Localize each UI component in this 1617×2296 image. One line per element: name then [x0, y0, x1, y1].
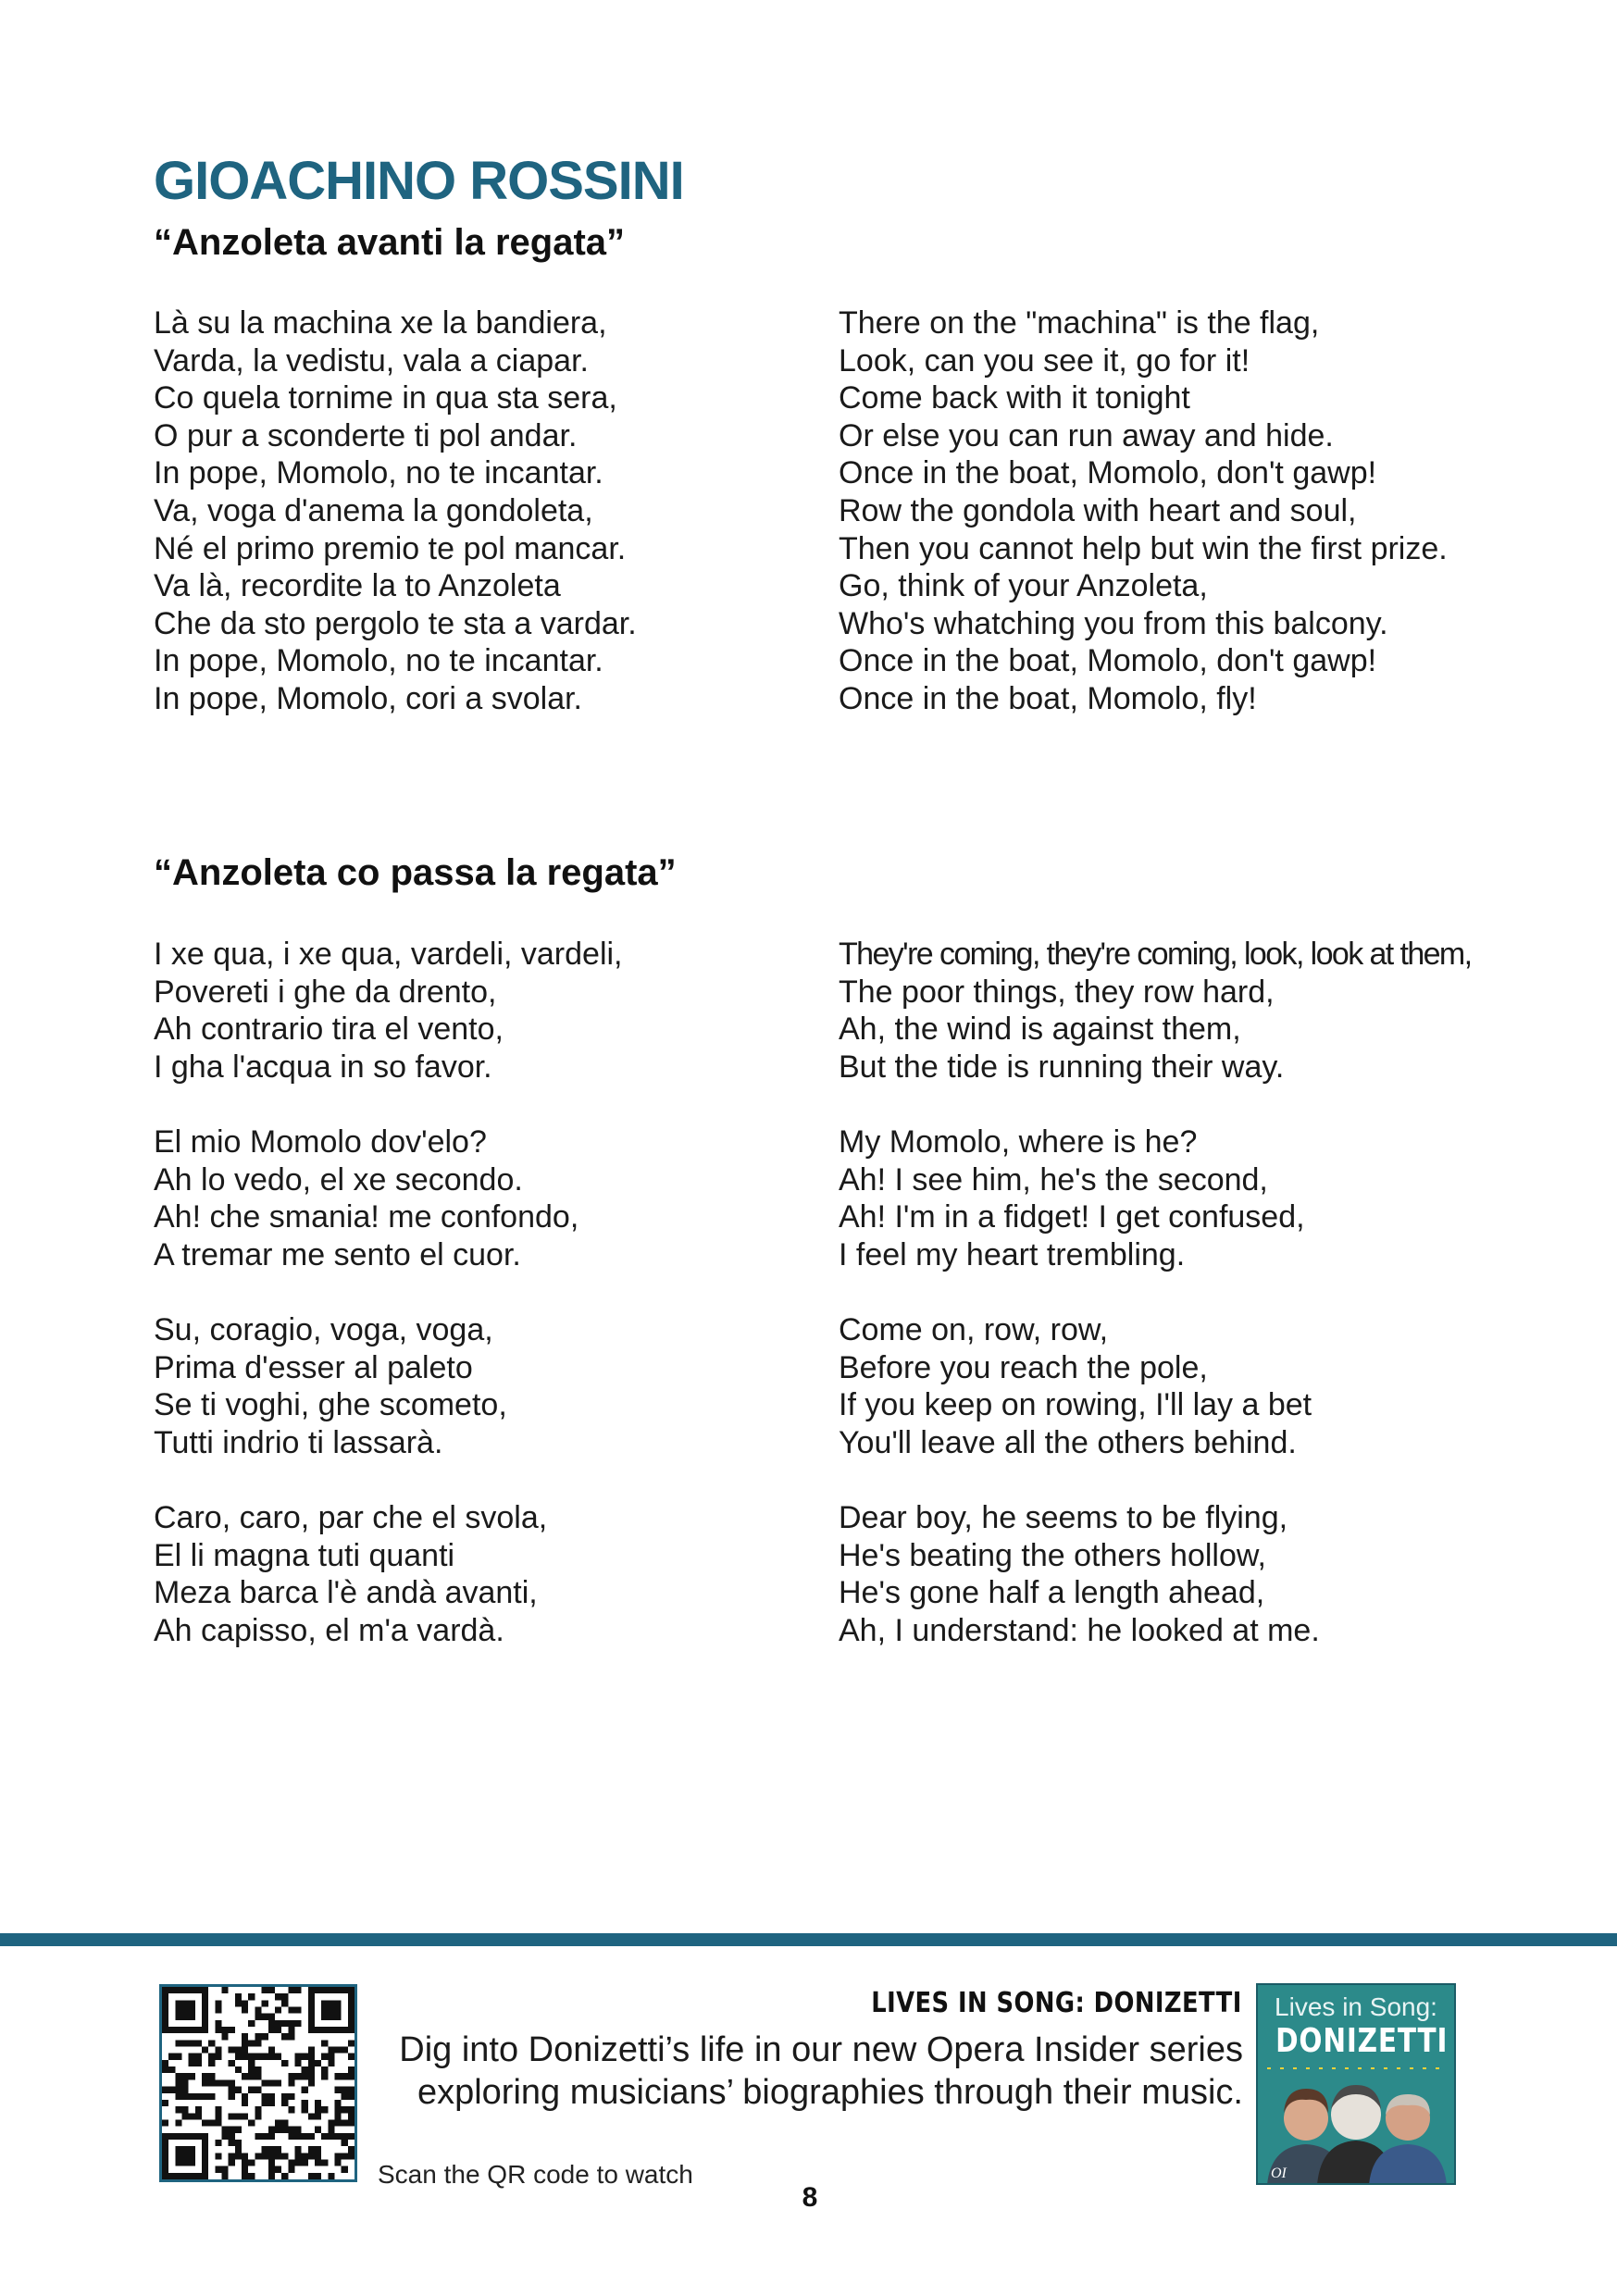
lyrics-original-2 [154, 936, 802, 1649]
lyric-line: Who's whatching you from this balcony. [839, 605, 1388, 641]
promo-text [336, 2029, 1243, 2114]
lyric-line: In pope, Momolo, cori a svolar. [154, 680, 583, 716]
lyric-line: Tutti indrio ti lassarà. [154, 1424, 443, 1460]
lyric-line: Once in the boat, Momolo, fly! [839, 680, 1257, 716]
lyric-line: Povereti i ghe da drento, [154, 974, 497, 1010]
lyric-line: Ah, I understand: he looked at me. [839, 1612, 1320, 1648]
lyric-line: Caro, caro, par che el svola, [154, 1499, 548, 1535]
lyric-line: I gha l'acqua in so favor. [154, 1049, 492, 1085]
lyric-line: Va, voga d'anema la gondoleta, [154, 492, 593, 528]
lives-in-song-poster[interactable] [1256, 1983, 1456, 2185]
stanza [154, 1311, 802, 1461]
promo-heading: LIVES IN SONG: DONIZETTI [871, 1987, 1242, 2019]
svg-text:OI: OI [1271, 2166, 1287, 2181]
lyric-line: Varda, la vedistu, vala a ciapar. [154, 342, 589, 379]
lyric-line: Then you cannot help but win the first prize. [839, 530, 1448, 566]
qr-code[interactable] [159, 1984, 357, 2182]
lyric-line: In pope, Momolo, no te incantar. [154, 643, 603, 679]
lyric-line: Meza barca l'è andà avanti, [154, 1575, 538, 1611]
lyric-line: Va là, recordite la to Anzoleta [154, 568, 561, 604]
lyric-line: Su, coragio, voga, voga, [154, 1311, 493, 1347]
lyric-line: Ah contrario tira el vento, [154, 1011, 504, 1048]
lyric-line: Go, think of your Anzoleta, [839, 568, 1208, 604]
lyric-line: Là su la machina xe la bandiera, [154, 305, 607, 341]
lyric-line: Né el primo premio te pol mancar. [154, 530, 627, 566]
song-title-2: “Anzoleta co passa la regata” [154, 852, 677, 893]
lyric-line: Once in the boat, Momolo, don't gawp! [839, 643, 1377, 679]
lyric-line: He's beating the others hollow, [839, 1537, 1267, 1573]
lyric-line: Dear boy, he seems to be flying, [839, 1499, 1288, 1535]
stanza [154, 1499, 802, 1649]
lyric-line: In pope, Momolo, no te incantar. [154, 455, 603, 491]
lyric-line: Prima d'esser al paleto [154, 1349, 473, 1385]
lyric-line: Ah lo vedo, el xe secondo. [154, 1161, 523, 1198]
lyric-line: El mio Momolo dov'elo? [154, 1123, 487, 1160]
lyric-line: Look, can you see it, go for it! [839, 342, 1250, 379]
lyric-line: Or else you can run away and hide. [839, 417, 1334, 453]
lyric-line: El li magna tuti quanti [154, 1537, 455, 1573]
lyric-line: Ah! I see him, he's the second, [839, 1161, 1268, 1198]
lyric-line: If you keep on rowing, I'll lay a bet [839, 1387, 1312, 1423]
page-number: 8 [802, 2182, 818, 2213]
lyric-line: My Momolo, where is he? [839, 1123, 1198, 1160]
lyric-line: But the tide is running their way. [839, 1049, 1285, 1085]
lyric-line: The poor things, they row hard, [839, 974, 1275, 1010]
poster-portraits-image [1258, 2061, 1454, 2185]
stanza [839, 1311, 1486, 1461]
lyric-line: A tremar me sento el cuor. [154, 1236, 521, 1272]
promo-line-2: exploring musicians’ biographies through their music. [417, 2073, 1243, 2112]
qr-code-icon [162, 1987, 354, 2179]
stanza [154, 1123, 802, 1273]
lyrics-translation-1 [839, 304, 1486, 718]
promo-line-1: Dig into Donizetti’s life in our new Opera Insider series [399, 2030, 1243, 2069]
lyric-line: Come on, row, row, [839, 1311, 1109, 1347]
lyric-line: Row the gondola with heart and soul, [839, 492, 1357, 528]
lyric-line: I feel my heart trembling. [839, 1236, 1186, 1272]
composer-heading: GIOACHINO ROSSINI [154, 151, 684, 211]
lyric-line: Ah! I'm in a fidget! I get confused, [839, 1199, 1305, 1235]
lyric-line: I xe qua, i xe qua, vardeli, vardeli, [154, 937, 623, 972]
lyric-line: He's gone half a length ahead, [839, 1575, 1265, 1611]
lyrics-original-1 [154, 304, 802, 718]
lyric-line: Ah! che smania! me confondo, [154, 1199, 579, 1235]
lyric-line: O pur a sconderte ti pol andar. [154, 417, 578, 453]
scan-qr-caption: Scan the QR code to watch [378, 2160, 693, 2189]
lyric-line: They're coming, they're coming, look, look at them, [839, 937, 1472, 972]
stanza [839, 936, 1486, 1086]
lyric-line: You'll leave all the others behind. [839, 1424, 1297, 1460]
lyric-line: Che da sto pergolo te sta a vardar. [154, 605, 637, 641]
lyric-line: Ah capisso, el m'a vardà. [154, 1612, 504, 1648]
stanza [839, 304, 1486, 718]
stanza [154, 936, 802, 1086]
stanza [839, 1499, 1486, 1649]
lyric-line: Once in the boat, Momolo, don't gawp! [839, 455, 1377, 491]
footer-divider [0, 1933, 1617, 1946]
lyric-line: Come back with it tonight [839, 380, 1190, 416]
lyric-line: Ah, the wind is against them, [839, 1011, 1241, 1048]
lyric-line: Se ti voghi, ghe scometo, [154, 1387, 507, 1423]
lyric-line: Co quela tornime in qua sta sera, [154, 380, 617, 416]
stanza [839, 1123, 1486, 1273]
poster-composer-name: DONIZETTI [1275, 2022, 1449, 2060]
song-title-1: “Anzoleta avanti la regata” [154, 222, 626, 263]
poster-series-label: Lives in Song: [1275, 1992, 1437, 2021]
lyrics-translation-2 [839, 936, 1486, 1649]
stanza [154, 304, 802, 718]
lyric-line: There on the "machina" is the flag, [839, 305, 1320, 341]
lyric-line: Before you reach the pole, [839, 1349, 1208, 1385]
